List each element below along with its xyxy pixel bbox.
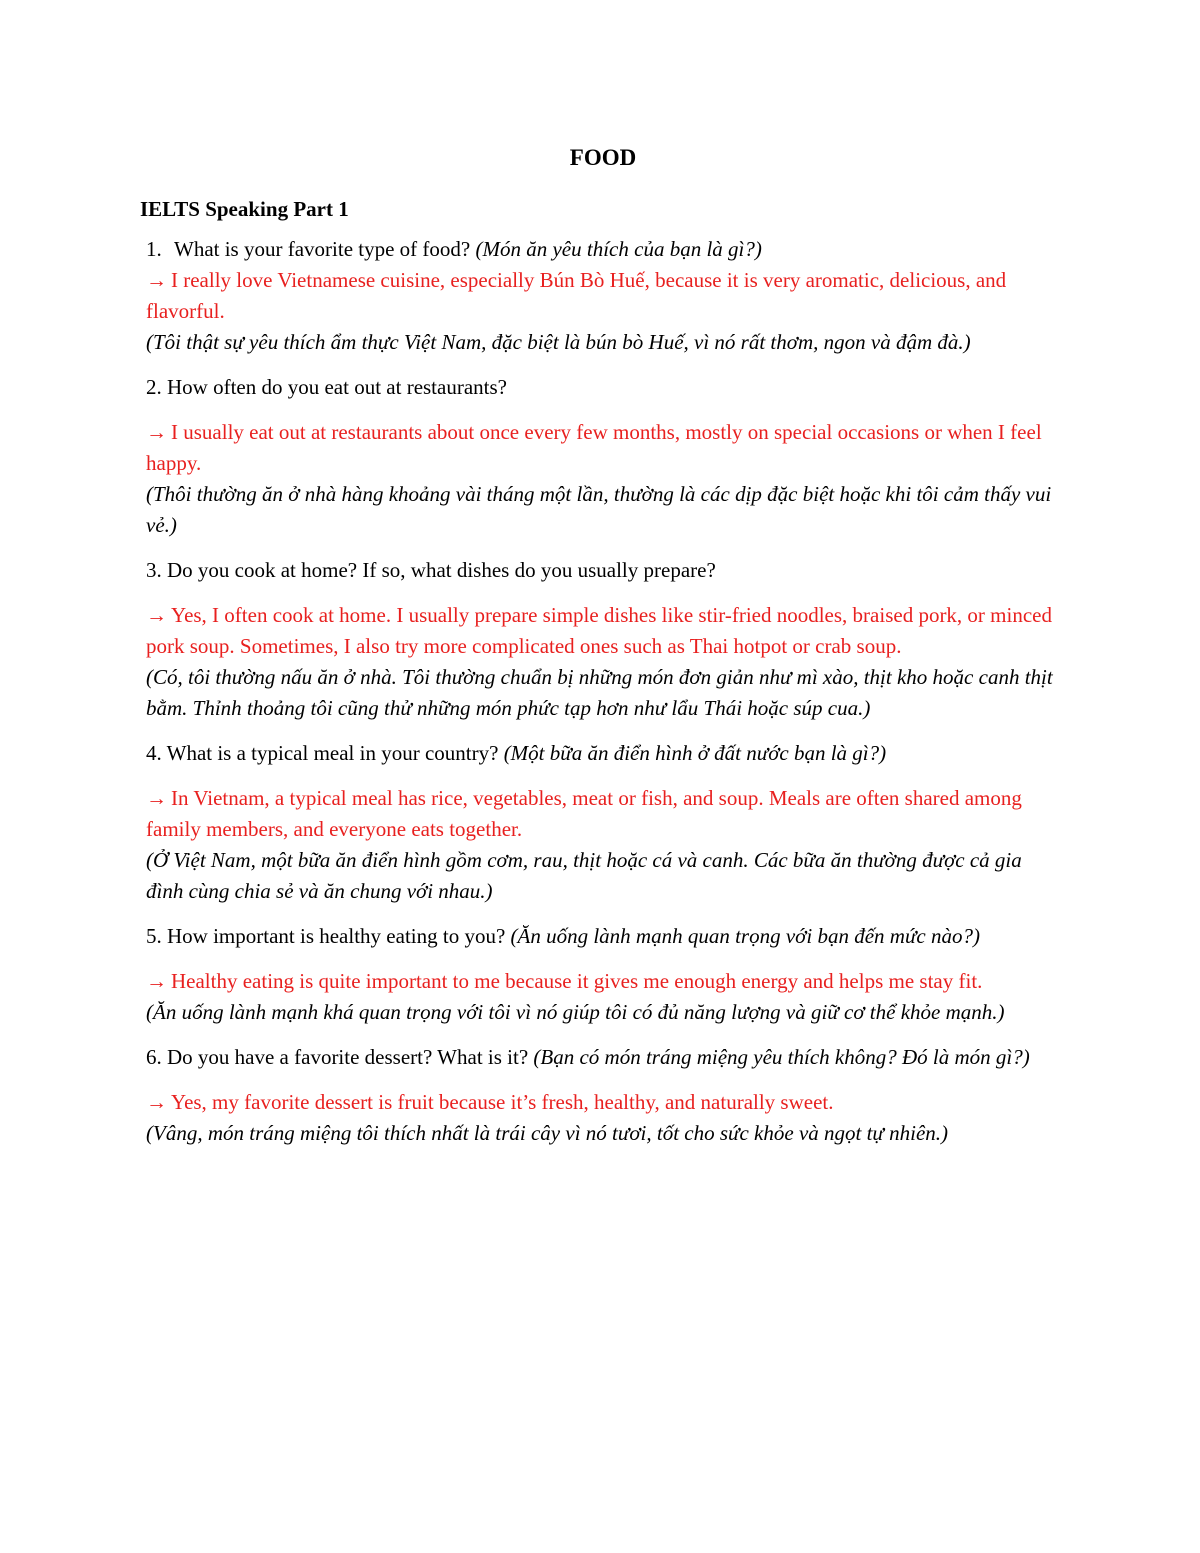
answer-text: Yes, I often cook at home. I usually prepare simple dishes like stir-fried noodles, braised pork, or minced pork soup. Sometimes, I also try more complicated ones such as Thai hotpot or crab soup. <box>146 603 1052 658</box>
question-translation: (Một bữa ăn điển hình ở đất nước bạn là gì?) <box>503 741 887 765</box>
answer-5 <box>146 966 1060 997</box>
answer-translation-3: (Có, tôi thường nấu ăn ở nhà. Tôi thường chuẩn bị những món đơn giản như mì xào, thịt kho hoặc canh thịt bằm. Thỉnh thoảng tôi cũng thử những món phức tạp hơn như lẩu Thái hoặc súp cua.) <box>146 665 1053 720</box>
arrow-icon: → <box>146 420 167 444</box>
question-number: 4. <box>146 741 162 765</box>
question-2 <box>146 372 1060 403</box>
question-number: 2. <box>146 375 162 399</box>
question-translation: (Ăn uống lành mạnh quan trọng với bạn đến mức nào?) <box>510 924 980 948</box>
question-number: 6. <box>146 1045 162 1069</box>
qa-item-3 <box>146 555 1060 724</box>
page-title: FOOD <box>569 145 637 170</box>
question-number: 5. <box>146 924 162 948</box>
arrow-icon: → <box>146 1090 167 1114</box>
question-translation: (Bạn có món tráng miệng yêu thích không? Đó là món gì?) <box>533 1045 1030 1069</box>
answer-translation-2: (Thôi thường ăn ở nhà hàng khoảng vài tháng một lần, thường là các dịp đặc biệt hoặc khi tôi cảm thấy vui vẻ.) <box>146 482 1052 537</box>
question-3 <box>146 555 1060 586</box>
answer-text: Yes, my favorite dessert is fruit because it’s fresh, healthy, and naturally sweet. <box>171 1090 834 1114</box>
question-text: How often do you eat out at restaurants? <box>167 375 507 399</box>
arrow-icon: → <box>146 603 167 627</box>
arrow-icon: → <box>146 786 167 810</box>
qa-item-4 <box>146 738 1060 907</box>
qa-item-5 <box>146 921 1060 1028</box>
answer-text: Healthy eating is quite important to me because it gives me enough energy and helps me stay fit. <box>171 969 983 993</box>
question-text: How important is healthy eating to you? <box>167 924 506 948</box>
question-5 <box>146 921 1060 952</box>
question-number: 3. <box>146 558 162 582</box>
qa-item-2 <box>146 372 1060 541</box>
question-text: What is a typical meal in your country? <box>166 741 499 765</box>
answer-translation-6: (Vâng, món tráng miệng tôi thích nhất là trái cây vì nó tươi, tốt cho sức khỏe và ngọt tự nhiên.) <box>146 1121 949 1145</box>
answer-translation-4: (Ở Việt Nam, một bữa ăn điển hình gồm cơm, rau, thịt hoặc cá và canh. Các bữa ăn thường được cả gia đình cùng chia sẻ và ăn chung với nhau.) <box>146 848 1022 903</box>
qa-item-1 <box>146 234 1060 358</box>
question-1 <box>146 234 1060 265</box>
section-heading: IELTS Speaking Part 1 <box>140 197 349 221</box>
question-4 <box>146 738 1060 769</box>
answer-translation-1: (Tôi thật sự yêu thích ẩm thực Việt Nam, đặc biệt là bún bò Huế, vì nó rất thơm, ngon và đậm đà.) <box>146 330 971 354</box>
question-number: 1. <box>146 237 162 261</box>
question-6 <box>146 1042 1060 1073</box>
answer-4 <box>146 783 1060 845</box>
answer-6 <box>146 1087 1060 1118</box>
question-text: Do you have a favorite dessert? What is it? <box>167 1045 529 1069</box>
arrow-icon: → <box>146 969 167 993</box>
answer-translation-5: (Ăn uống lành mạnh khá quan trọng với tôi vì nó giúp tôi có đủ năng lượng và giữ cơ thể khỏe mạnh.) <box>146 1000 1005 1024</box>
answer-text: I really love Vietnamese cuisine, especially Bún Bò Huế, because it is very aromatic, delicious, and flavorful. <box>146 268 1007 323</box>
question-text: Do you cook at home? If so, what dishes do you usually prepare? <box>167 558 716 582</box>
question-translation: (Món ăn yêu thích của bạn là gì?) <box>475 237 762 261</box>
answer-text: In Vietnam, a typical meal has rice, vegetables, meat or fish, and soup. Meals are often shared among family members, and everyone eats together. <box>146 786 1022 841</box>
arrow-icon: → <box>146 268 167 292</box>
answer-1 <box>146 265 1060 327</box>
answer-3 <box>146 600 1060 662</box>
qa-item-6 <box>146 1042 1060 1149</box>
answer-text: I usually eat out at restaurants about once every few months, mostly on special occasions or when I feel happy. <box>146 420 1042 475</box>
question-text: What is your favorite type of food? <box>174 237 471 261</box>
answer-2 <box>146 417 1060 479</box>
